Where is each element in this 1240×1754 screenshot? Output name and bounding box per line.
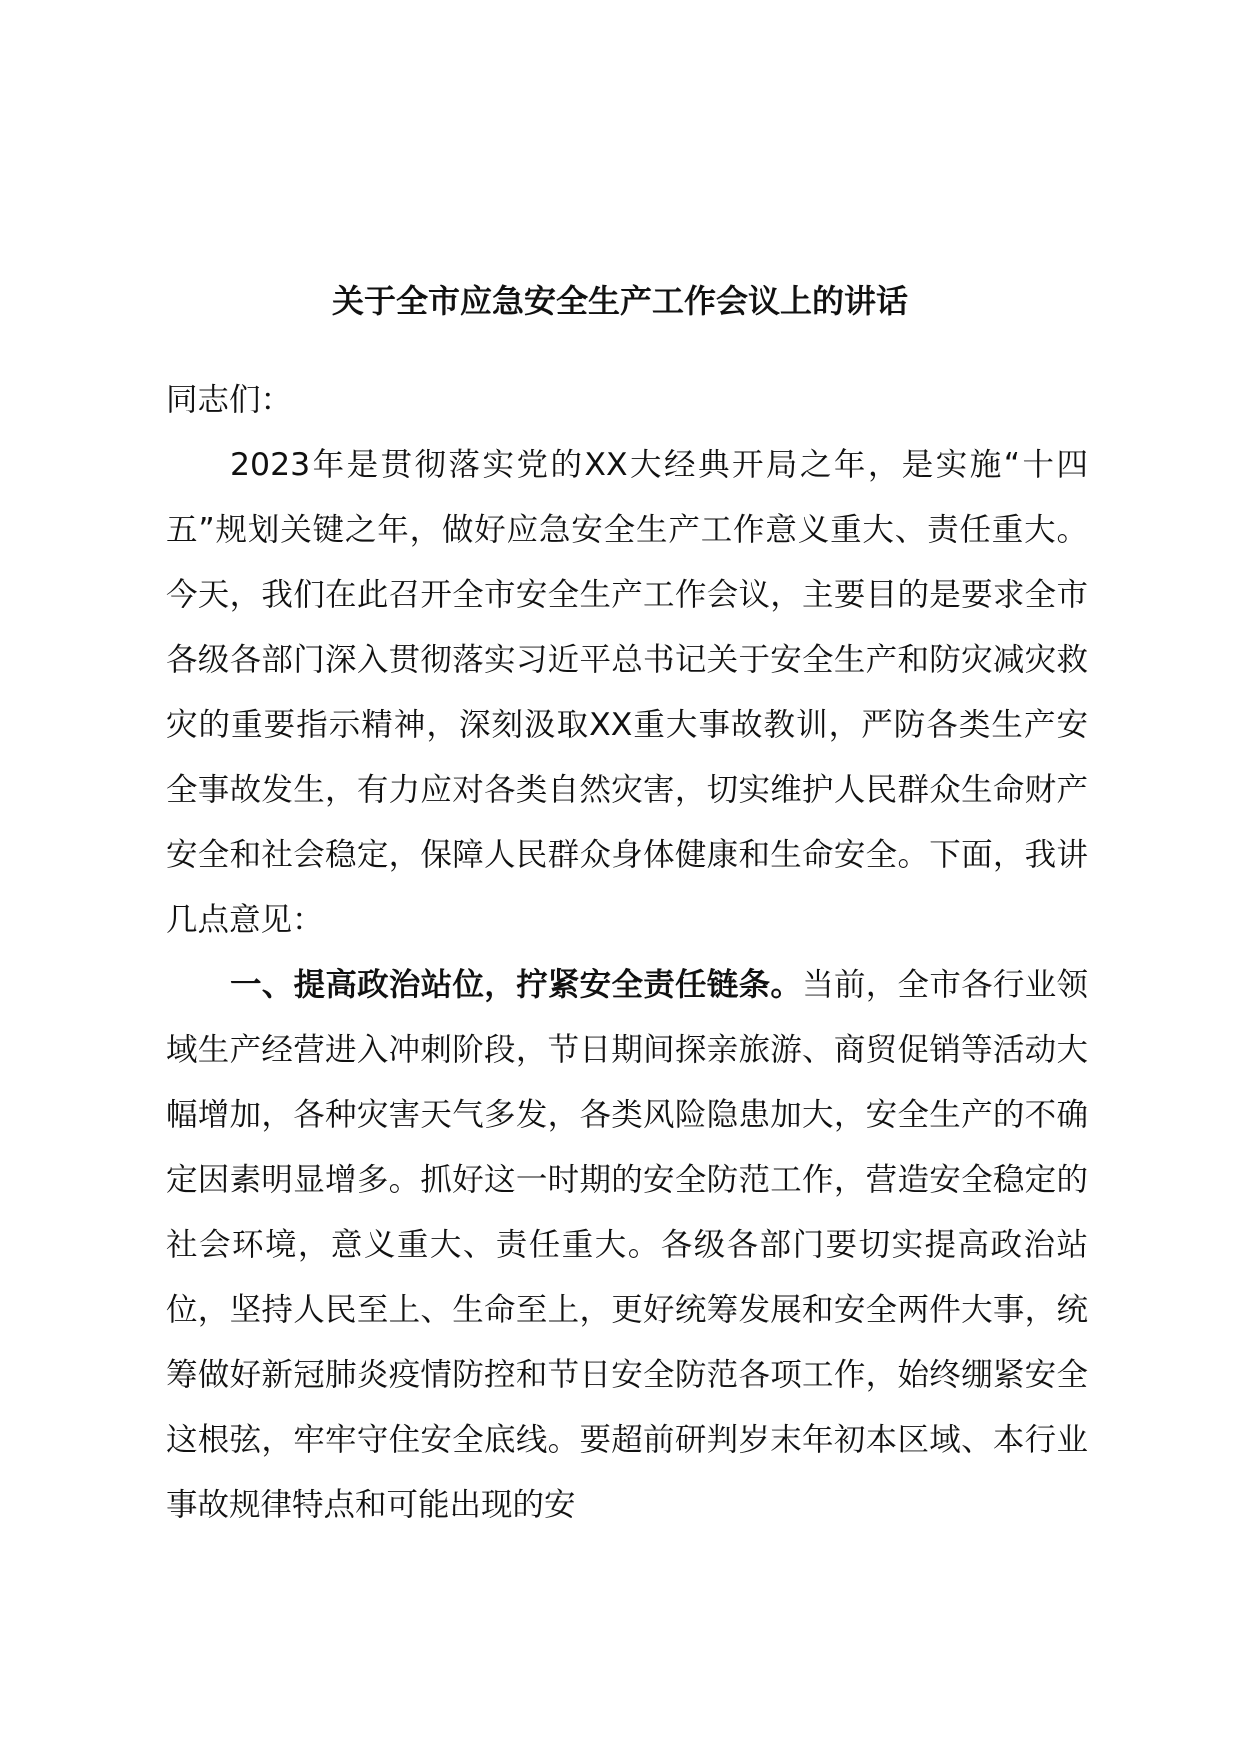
- paragraph-section-1: [166, 953, 1088, 1538]
- paragraph-text: 当前，全市各行业领域生产经营进入冲刺阶段，节日期间探亲旅游、商贸促销等活动大幅增加，各种灾害天气多发，各类风险隐患加大，安全生产的不确定因素明显增多。抓好这一时期的安全防范工作，营造安全稳定的社会环境，意义重大、责任重大。各级各部门要切实提高政治站位，坚持人民至上、生命至上，更好统筹发展和安全两件大事，统筹做好新冠肺炎疫情防控和节日安全防范各项工作，始终绷紧安全这根弦，牢牢守住安全底线。要超前研判岁末年初本区域、本行业事故规律特点和可能出现的安: [166, 967, 1088, 1523]
- document-body: [166, 368, 1088, 1538]
- section-heading: 一、提高政治站位，拧紧安全责任链条。: [230, 967, 803, 1003]
- salutation: 同志们：: [166, 382, 293, 418]
- paragraph-intro: [166, 433, 1088, 953]
- document-title: 关于全市应急安全生产工作会议上的讲话: [331, 282, 908, 320]
- paragraph-text: 2023年是贯彻落实党的XX大经典开局之年，是实施“十四五”规划关键之年，做好应急安全生产工作意义重大、责任重大。今天，我们在此召开全市安全生产工作会议，主要目的是要求全市各级各部门深入贯彻落实习近平总书记关于安全生产和防灾减灾救灾的重要指示精神，深刻汲取XX重大事故教训，严防各类生产安全事故发生，有力应对各类自然灾害，切实维护人民群众生命财产安全和社会稳定，保障人民群众身体健康和生命安全。下面，我讲几点意见：: [166, 447, 1088, 938]
